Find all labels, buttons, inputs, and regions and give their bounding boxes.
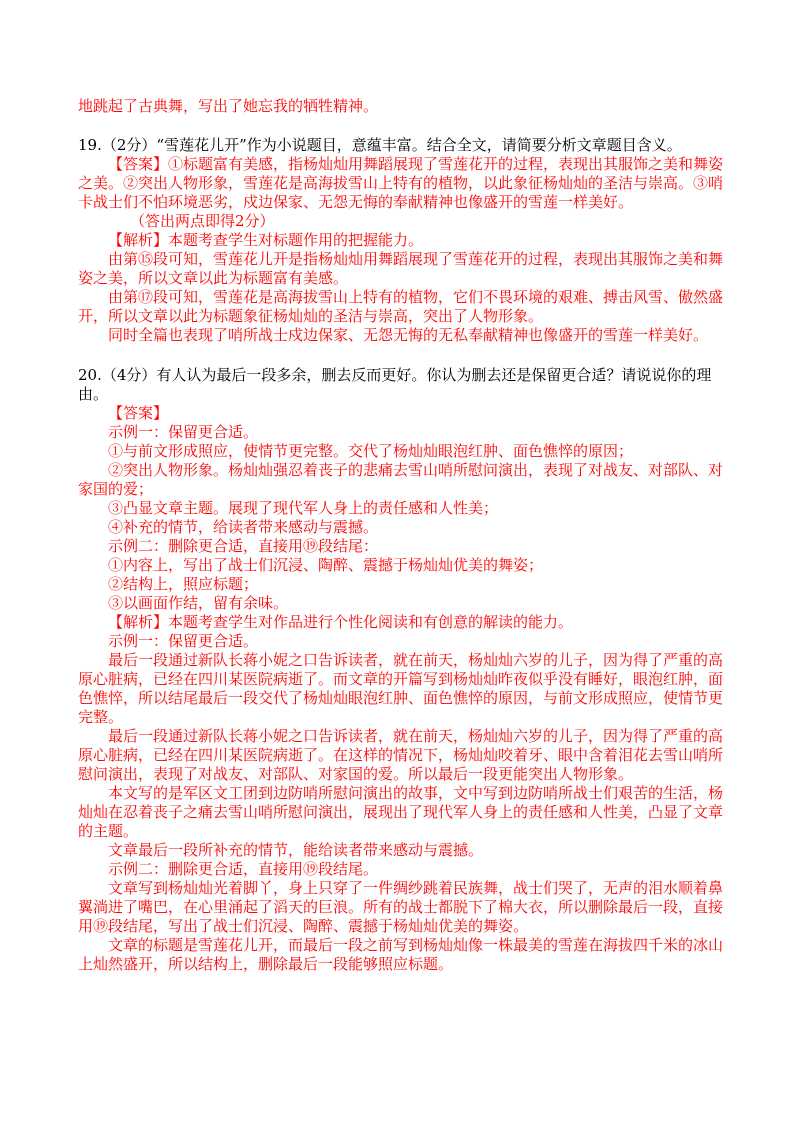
question-20-answer-line: 示例二：删除更合适，直接用⑲段结尾： bbox=[108, 537, 379, 555]
question-20 bbox=[78, 366, 726, 974]
question-19-analysis-paragraph: 由第⑰段可知，雪莲花是高海拔雪山上特有的植物，它们不畏环境的艰难、搏击风雪、傲然盛开，所以文章以此为标题象征杨灿灿的圣洁与崇高，突出了人物形象。 bbox=[78, 288, 724, 325]
question-20-answer-label: 【答案】 bbox=[108, 404, 169, 422]
question-20-text: 20.（4分）有人认为最后一段多余，删去反而更好。你认为删去还是保留更合适？请说说你的理由。 bbox=[78, 366, 712, 403]
question-20-answer-line: ③以画面作结，留有余味。 bbox=[108, 594, 289, 612]
question-20-answer-line: ②结构上，照应标题； bbox=[108, 575, 259, 593]
question-19-analysis-paragraph: 同时全篇也表现了哨所战士戍边保家、无怨无悔的无私奉献精神也像盛开的雪莲一样美好。 bbox=[108, 326, 709, 344]
spacer bbox=[78, 345, 726, 366]
document-body bbox=[78, 97, 726, 974]
question-20-analysis-paragraph: 本文写的是军区文工团到边防哨所慰问演出的故事，文中写到边防哨所战士们艰苦的生活，杨灿灿在忍着丧子之痛去雪山哨所慰问演出，展现出了现代军人身上的责任感和人性美，凸显了文章的主题。 bbox=[78, 784, 724, 840]
question-20-analysis-heading: 【解析】本题考查学生对作品进行个性化阅读和有创意的解读的能力。 bbox=[108, 613, 574, 631]
question-20-analysis-paragraph: 文章的标题是雪莲花儿开，而最后一段之前写到杨灿灿像一株最美的雪莲在海拔四千米的冰山上灿然盛开，所以结构上，删除最后一段能够照应标题。 bbox=[78, 936, 724, 973]
question-19-score-note: （答出两点即得2分） bbox=[130, 212, 275, 230]
question-20-analysis-paragraph: 文章写到杨灿灿光着脚丫，身上只穿了一件绸纱跳着民族舞，战士们哭了，无声的泪水顺着鼻翼淌进了嘴巴，在心里涌起了滔天的巨浪。所有的战士都脱下了棉大衣，所以删除最后一段，直接用⑲段结尾，写出了战士们沉浸、陶醉、震撼于杨灿灿优美的舞姿。 bbox=[78, 879, 724, 935]
question-19-answer: 【答案】①标题富有美感，指杨灿灿用舞蹈展现了雪莲花开的过程，表现出其服饰之美和舞姿之美。②突出人物形象，雪莲花是高海拔雪山上特有的植物，以此象征杨灿灿的圣洁与崇高。③哨卡战士们不怕环境恶劣，戍边保家、无怨无悔的奉献精神也像盛开的雪莲一样美好。 bbox=[78, 155, 724, 211]
spacer bbox=[78, 116, 726, 136]
question-20-analysis-paragraph: 最后一段通过新队长蒋小妮之口告诉读者，就在前天，杨灿灿六岁的儿子，因为得了严重的高原心脏病，已经在四川某医院病逝了。而文章的开篇写到杨灿灿昨夜似乎没有睡好，眼泡红肿，面色憔悴，所以结尾最后一段交代了杨灿灿眼泡红肿、面色憔悴的原因，与前文形成照应，使情节更完整。 bbox=[78, 651, 724, 726]
question-20-analysis-paragraph: 文章最后一段所补充的情节，能给读者带来感动与震撼。 bbox=[108, 841, 484, 859]
question-20-answer-line: ③凸显文章主题。展现了现代军人身上的责任感和人性美； bbox=[108, 499, 499, 517]
question-20-answer-line: 示例一：保留更合适。 bbox=[108, 423, 259, 441]
question-20-answer-line: ④补充的情节，给读者带来感动与震撼。 bbox=[108, 518, 379, 536]
question-20-analysis-line: 示例一：保留更合适。 bbox=[108, 632, 259, 650]
question-20-analysis-paragraph: 最后一段通过新队长蒋小妮之口告诉读者，就在前天，杨灿灿六岁的儿子，因为得了严重的高原心脏病，已经在四川某医院病逝了。在这样的情况下，杨灿灿咬着牙、眼中含着泪花去雪山哨所慰问演出，表现了对战友、对部队、对家国的爱。所以最后一段更能突出人物形象。 bbox=[78, 727, 724, 783]
question-19-analysis-paragraph: 由第⑮段可知，雪莲花儿开是指杨灿灿用舞蹈展现了雪莲花开的过程，表现出其服饰之美和舞姿之美，所以文章以此为标题富有美感。 bbox=[78, 250, 724, 287]
answer-18-tail: 地跳起了古典舞，写出了她忘我的牺牲精神。 bbox=[78, 97, 379, 115]
question-20-analysis-line: 示例二：删除更合适，直接用⑲段结尾。 bbox=[108, 860, 379, 878]
question-19-text: 19.（2分）“雪莲花儿开”作为小说题目，意蕴丰富。结合全文，请简要分析文章题目含义。 bbox=[78, 136, 682, 154]
question-20-answer-line: ①与前文形成照应，使情节更完整。交代了杨灿灿眼泡红肿、面色憔悴的原因； bbox=[108, 442, 634, 460]
question-20-answer-line: ①内容上，写出了战士们沉浸、陶醉、震撼于杨灿灿优美的舞姿； bbox=[108, 556, 544, 574]
question-20-answer-line: ②突出人物形象。杨灿灿强忍着丧子的悲痛去雪山哨所慰问演出，表现了对战友、对部队、对家国的爱； bbox=[78, 461, 724, 498]
question-19 bbox=[78, 136, 726, 345]
question-19-analysis-heading: 【解析】本题考查学生对标题作用的把握能力。 bbox=[108, 231, 424, 249]
